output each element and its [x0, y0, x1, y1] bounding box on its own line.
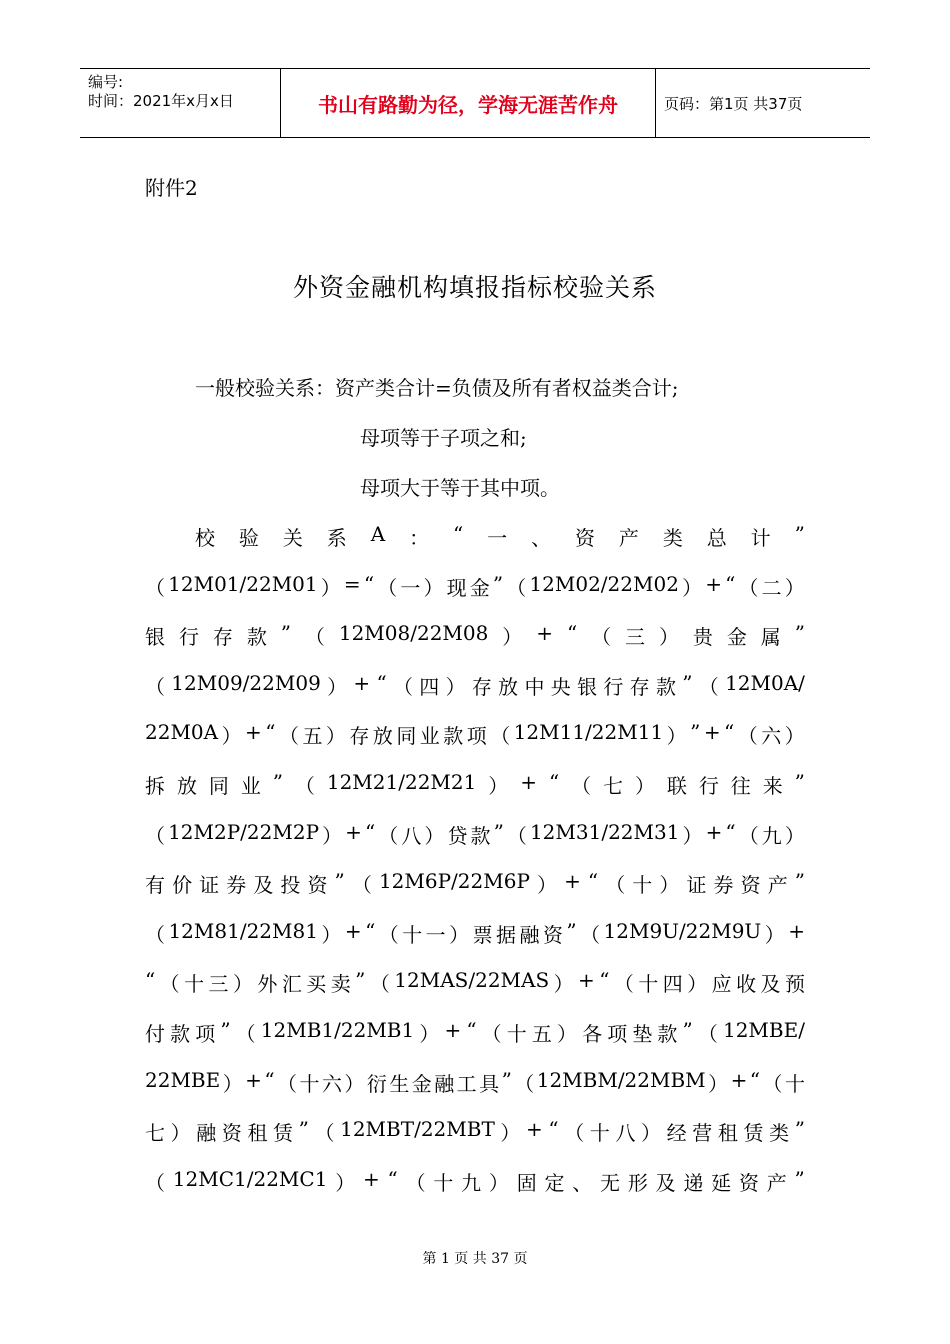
relation-a-line: 22MBE ） + “ （ 十 六 ） 衍 生 金 融 工 具 ” （ 12MBM/22MBM ） + “ （ 十 [145, 1067, 805, 1096]
relation-a-line: （ 12M81/22M81 ） + “ （ 十 一 ） 票 据 融 资 ” （ 12M9U/22M9U ） + [145, 918, 805, 947]
relation-a-line: 拆 放 同 业 ” （ 12M21/22M21 ） + “ （ 七 ） 联 行 往 来 ” [145, 770, 805, 798]
general-rule-line-2: 母项等于子项之和; [360, 426, 527, 450]
attachment-label: 附件2 [145, 176, 198, 200]
header-motto: 书山有路勤为径，学海无涯苦作舟 [280, 69, 656, 137]
relation-a-line: 七 ） 融 资 租 赁 ” （ 12MBT/22MBT ） + “ （ 十 八 ） 经 营 租 赁 类 ” [145, 1117, 805, 1146]
page-footer: 第 1 页 共 37 页 [422, 1251, 528, 1267]
relation-a-line: 22M0A ） + “ （ 五 ） 存 放 同 业 款 项 （ 12M11/22M11 ） ” + “ （ 六 ） [145, 720, 805, 749]
relation-a-line: （ 12M01/22M01 ） = “ （ 一 ） 现 金 ” （ 12M02/22M02 ） + “ （ 二 ） [145, 571, 805, 600]
relation-a-line: （ 12M09/22M09 ） + “ （ 四 ） 存 放 中 央 银 行 存 款 ” （ 12M0A/ [145, 670, 805, 699]
header-meta [80, 69, 280, 137]
relation-a-line: 校 验 关 系 A ： “ 一 、 资 产 类 总 计 ” [195, 522, 805, 550]
relation-a-line: “ （ 十 三 ） 外 汇 买 卖 ” （ 12MAS/22MAS ） + “ （ 十 四 ） 应 收 及 预 [145, 968, 805, 997]
relation-a-line: 付 款 项 ” （ 12MB1/22MB1 ） + “ （ 十 五 ） 各 项 垫 款 ” （ 12MBE/ [145, 1018, 805, 1046]
relation-a-line: 有 价 证 券 及 投 资 ” （ 12M6P/22M6P ） + “ （ 十 ） 证 券 资 产 ” [145, 869, 805, 898]
page-header [80, 68, 870, 138]
page-title: 外资金融机构填报指标校验关系 [292, 273, 657, 302]
relation-a-line: （ 12MC1/22MC1 ） + “ （ 十 九 ） 固 定 、 无 形 及 递 延 资 产 ” [145, 1166, 805, 1195]
doc-date-label: 时间：2021年x月x日 [88, 92, 234, 110]
general-rule-line-1: 一般校验关系：资产类合计=负债及所有者权益类合计; [195, 376, 679, 400]
doc-number-label: 编号: [88, 73, 124, 91]
general-rule-line-3: 母项大于等于其中项。 [360, 476, 560, 500]
relation-a-line: 银 行 存 款 ” （ 12M08/22M08 ） + “ （ 三 ） 贵 金 属 ” [145, 621, 805, 650]
relation-a-line: （ 12M2P/22M2P ） + “ （ 八 ） 贷 款 ” （ 12M31/22M31 ） + “ （ 九 ） [145, 819, 805, 848]
header-page-info: 页码：第1页 共37页 [664, 94, 803, 113]
